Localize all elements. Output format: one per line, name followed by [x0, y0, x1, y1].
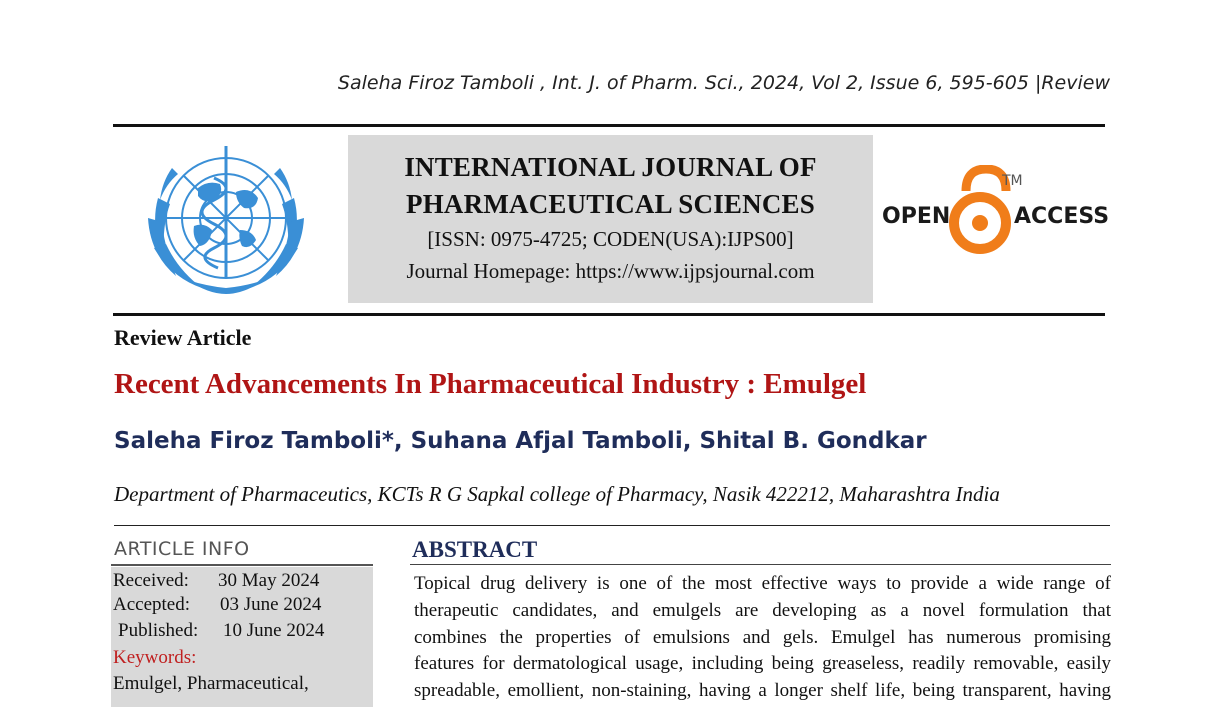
affiliation: Department of Pharmaceutics, KCTs R G Sapkal college of Pharmacy, Nasik 422212, Maharashtra India — [114, 482, 1000, 506]
published-label: Published: — [118, 620, 199, 641]
journal-title-line1: INTERNATIONAL JOURNAL OF — [404, 152, 817, 182]
open-access-logo — [880, 165, 1110, 257]
keywords-value: Emulgel, Pharmaceutical, — [113, 673, 309, 694]
journal-homepage[interactable]: Journal Homepage: https://www.ijpsjournal.com — [406, 259, 815, 283]
accepted-date: 03 June 2024 — [220, 594, 322, 615]
affiliation-divider — [114, 525, 1110, 526]
article-title: Recent Advancements In Pharmaceutical Industry : Emulgel — [114, 368, 867, 400]
header-bottom-rule — [113, 313, 1105, 316]
keywords-label: Keywords: — [113, 647, 197, 668]
trademark-mark: TM — [1002, 173, 1023, 189]
published-date: 10 June 2024 — [223, 620, 325, 641]
open-lock-icon — [954, 169, 1006, 249]
abstract-line: therapeutic candidates, and emulgels are developing as a novel formulation that — [414, 599, 1111, 621]
journal-masthead — [348, 135, 873, 303]
abstract-line: Topical drug delivery is one of the most effective ways to provide a wide range of — [414, 573, 1111, 594]
open-access-right-text: ACCESS — [1014, 204, 1110, 229]
article-info-rule — [111, 564, 373, 566]
who-emblem-icon — [128, 138, 324, 304]
accepted-label: Accepted: — [113, 594, 191, 615]
received-label: Received: — [113, 570, 189, 591]
journal-title-line2: PHARMACEUTICAL SCIENCES — [406, 189, 815, 219]
abstract-line: combines the properties of emulsions and gels. Emulgel has numerous promising — [414, 626, 1111, 648]
abstract-rule — [410, 564, 1111, 565]
abstract-heading: ABSTRACT — [412, 537, 538, 562]
article-info-box — [111, 567, 373, 707]
received-date: 30 May 2024 — [218, 570, 320, 591]
author-list: Saleha Firoz Tamboli*, Suhana Afjal Tamboli, Shital B. Gondkar — [114, 428, 927, 454]
abstract-body — [414, 571, 1111, 705]
header-top-rule — [113, 124, 1105, 127]
abstract-line: spreadable, emollient, non-staining, having a longer shelf life, being transparent, having — [414, 680, 1111, 702]
article-type: Review Article — [114, 325, 252, 350]
abstract-line: features for dermatological usage, including being greaseless, readily removable, easily — [414, 653, 1111, 675]
running-head: Saleha Firoz Tamboli , Int. J. of Pharm. Sci., 2024, Vol 2, Issue 6, 595-605 |Review — [337, 72, 1110, 94]
open-access-left-text: OPEN — [882, 204, 951, 229]
journal-issn: [ISSN: 0975-4725; CODEN(USA):IJPS00] — [427, 227, 794, 251]
article-info-heading: ARTICLE INFO — [114, 538, 250, 560]
